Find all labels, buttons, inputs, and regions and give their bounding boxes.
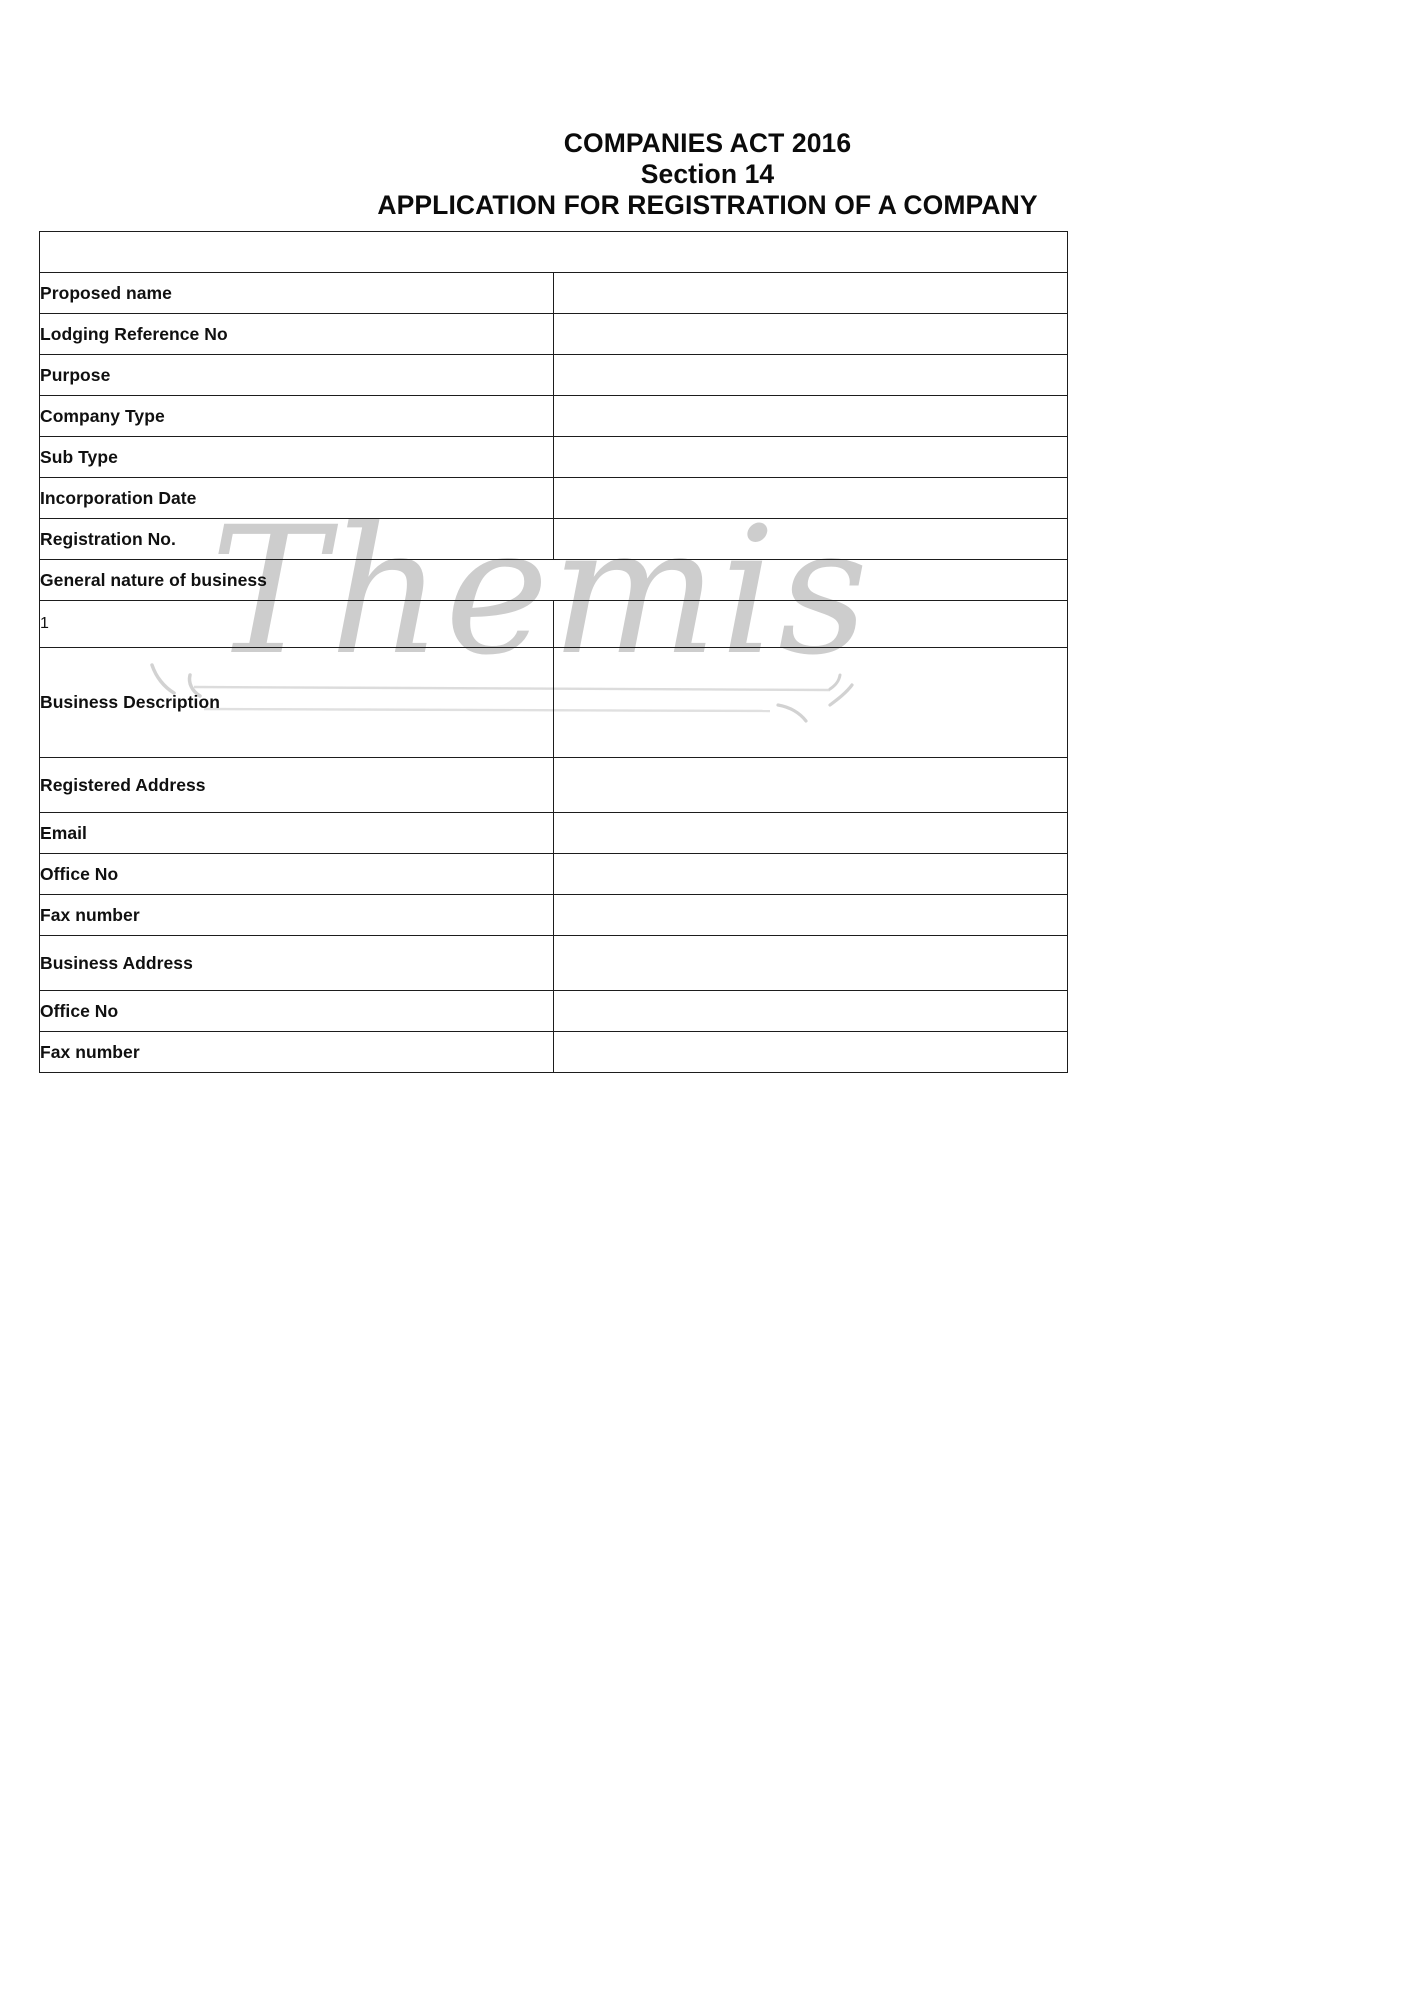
value-business-description[interactable] xyxy=(554,648,1068,758)
watermark-text: Themis xyxy=(210,489,871,694)
value-registered-fax-number[interactable] xyxy=(554,895,1068,936)
label-registration-no: Registration No. xyxy=(40,519,554,560)
table-row-registered-address xyxy=(40,758,1068,813)
page-title-section: Section 14 xyxy=(640,159,775,189)
value-registered-address[interactable] xyxy=(554,758,1068,813)
label-registered-fax-number: Fax number xyxy=(40,895,554,936)
table-row-business-address xyxy=(40,936,1068,991)
label-business-fax-number: Fax number xyxy=(40,1032,554,1073)
table-row-business-description xyxy=(40,648,1068,758)
label-sub-type: Sub Type xyxy=(40,437,554,478)
table-row-business-fax-number xyxy=(40,1032,1068,1073)
value-incorporation-date[interactable] xyxy=(554,478,1068,519)
page-title-act: COMPANIES ACT 2016 xyxy=(563,128,852,158)
document-title-block xyxy=(0,128,1415,221)
table-section-header-row xyxy=(40,232,1068,273)
value-registered-email[interactable] xyxy=(554,813,1068,854)
label-proposed-name: Proposed name xyxy=(40,273,554,314)
section-header-particulars-of-company: PARTICULARS OF COMPANY xyxy=(40,232,1068,273)
value-registration-no[interactable] xyxy=(554,519,1068,560)
value-company-type[interactable] xyxy=(554,396,1068,437)
label-company-type: Company Type xyxy=(40,396,554,437)
table-row-incorporation-date xyxy=(40,478,1068,519)
label-business-address: Business Address xyxy=(40,936,554,991)
label-registered-address: Registered Address xyxy=(40,758,554,813)
value-business-office-no[interactable] xyxy=(554,991,1068,1032)
table-row-registration-no xyxy=(40,519,1068,560)
label-lodging-reference-no: Lodging Reference No xyxy=(40,314,554,355)
label-registered-office-no: Office No xyxy=(40,854,554,895)
value-business-fax-number[interactable] xyxy=(554,1032,1068,1073)
value-purpose[interactable] xyxy=(554,355,1068,396)
nature-of-business-item-index: 1 xyxy=(40,601,554,648)
table-row-company-type xyxy=(40,396,1068,437)
label-incorporation-date: Incorporation Date xyxy=(40,478,554,519)
particulars-of-company-table xyxy=(39,231,1068,1073)
table-row-purpose xyxy=(40,355,1068,396)
label-business-description: Business Description xyxy=(40,648,554,758)
label-business-office-no: Office No xyxy=(40,991,554,1032)
nature-of-business-item-value[interactable] xyxy=(554,601,1068,648)
table-row-sub-type xyxy=(40,437,1068,478)
value-sub-type[interactable] xyxy=(554,437,1068,478)
label-registered-email: Email xyxy=(40,813,554,854)
table-row-registered-office-no xyxy=(40,854,1068,895)
table-row-registered-fax-number xyxy=(40,895,1068,936)
value-lodging-reference-no[interactable] xyxy=(554,314,1068,355)
table-row-business-office-no xyxy=(40,991,1068,1032)
value-proposed-name[interactable] xyxy=(554,273,1068,314)
table-row-lodging-reference-no xyxy=(40,314,1068,355)
value-registered-office-no[interactable] xyxy=(554,854,1068,895)
table-row-proposed-name xyxy=(40,273,1068,314)
label-purpose: Purpose xyxy=(40,355,554,396)
table-row-nature-of-business-item xyxy=(40,601,1068,648)
value-business-address[interactable] xyxy=(554,936,1068,991)
table-row-general-nature-of-business xyxy=(40,560,1068,601)
table-row-registered-email xyxy=(40,813,1068,854)
label-general-nature-of-business: General nature of business xyxy=(40,560,1068,601)
page-title-application: APPLICATION FOR REGISTRATION OF A COMPANY xyxy=(377,190,1038,220)
